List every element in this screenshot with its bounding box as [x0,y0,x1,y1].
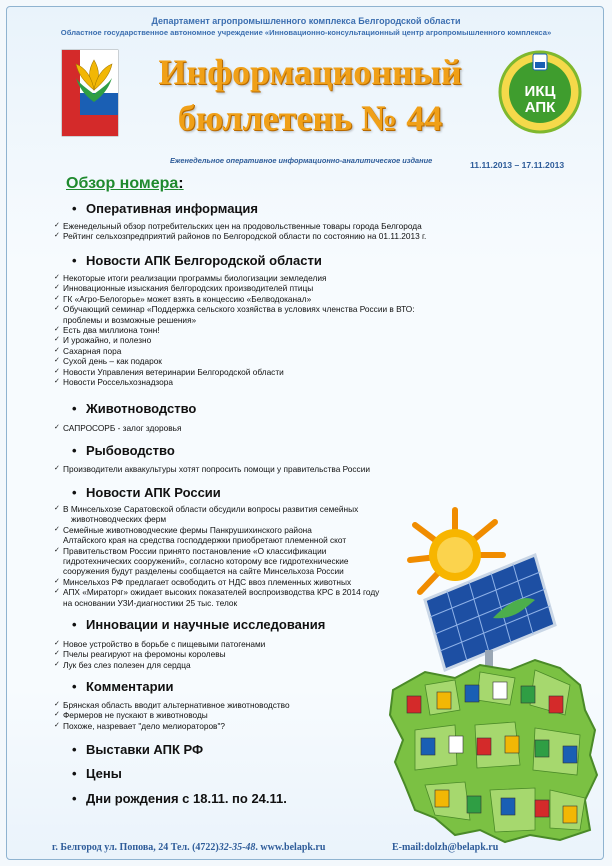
list-item[interactable]: ✓ Новости Управления ветеринарии Белгородской области [58,367,415,377]
region-map-icon [390,660,597,842]
email-link[interactable]: E-mail:dolzh@belapk.ru [392,842,499,853]
section-items [58,639,265,670]
overview-heading: Обзор номера: [66,175,184,192]
section-items [58,273,415,387]
section-items [58,423,181,433]
section-heading: • Дни рождения с 18.11. по 24.11. [72,791,287,806]
solar-map-illustration [385,500,600,845]
section-items [58,221,426,242]
list-item[interactable]: ✓ Правительством России принято постановление «О классификации гидротехнических сооружений», согласно которому все гидротехнические сооружения будут разделены сообщается на сайте Минсельхоза России [58,546,379,577]
bulletin-title-line2: бюллетень № 44 [177,98,443,138]
section-heading: • Новости АПК России [72,485,221,500]
section-heading: • Инновации и научные исследования [72,617,326,632]
list-item[interactable]: ✓ Рейтинг сельхозпредприятий районов по Белгородской области по состоянию на 01.11.2013 г. [58,231,426,241]
contact-address: г. Белгород ул. Попова, 24 Тел. (4722)32-35-48. www.belapk.ru [52,842,326,853]
section-heading: • Новости АПК Белгородской области [72,253,322,268]
list-item[interactable]: ✓ Семейные животноводческие фермы Панкрушихинского района Алтайского края на средства господдержки приобретают племенной скот [58,525,379,546]
section-heading: • Выставки АПК РФ [72,742,204,757]
list-item[interactable]: ✓ Лук без слез полезен для сердца [58,660,265,670]
list-item[interactable]: ✓ Пчелы реагируют на феромоны королевы [58,649,265,659]
institution-name: Областное государственное автономное учреждение «Инновационно-консультационный центр агропромышленного комплекса» [60,28,552,37]
section-items [58,700,290,731]
list-item[interactable]: ✓ Похоже, назревает "дело мелиораторов"? [58,721,290,731]
phone-number: 32-35-48 [218,842,256,853]
svg-text:ИКЦ: ИКЦ [524,83,556,100]
svg-text:АПК: АПК [524,99,556,116]
list-item[interactable]: ✓ САПРОСОРБ - залог здоровья [58,423,181,433]
section-heading: • Рыбоводство [72,443,175,458]
list-item[interactable]: ✓ Новости Россельхознадзора [58,377,415,387]
list-item[interactable]: ✓ Новое устройство в борьбе с пищевыми патогенами [58,639,265,649]
section-heading: • Цены [72,766,122,781]
website-link[interactable]: . www.belapk.ru [255,842,326,853]
list-item[interactable]: ✓ Фермеров не пускают в животноводы [58,710,290,720]
bulletin-title-line1: Информационный [158,52,462,92]
section-heading: • Оперативная информация [72,201,258,216]
list-item[interactable]: ✓ Еженедельный обзор потребительских цен на продовольственные товары города Белгорода [58,221,426,231]
department-name: Департамент агропромышленного комплекса Белгородской области [151,16,461,26]
region-emblem-icon [60,48,120,138]
list-item[interactable]: ✓ В Минсельхозе Саратовской области обсудили вопросы развития семейных животноводческих ферм [58,504,379,525]
list-item[interactable]: ✓ Некоторые итоги реализации программы биологизации земледелия [58,273,415,283]
issue-dates: 11.11.2013 – 17.11.2013 [470,160,565,170]
list-item[interactable]: ✓ Брянская область вводит альтернативное животноводство [58,700,290,710]
page-footer [0,842,612,864]
list-item[interactable]: ✓ Сухой день – как подарок [58,356,415,366]
list-item[interactable]: ✓ Обучающий семинар «Поддержка сельского хозяйства в условиях членства России в ВТО: проблемы и возможные решения» [58,304,415,325]
bulletin-subtitle: Еженедельное оперативное информационно-аналитическое издание [170,156,433,165]
list-item[interactable]: ✓ Сахарная пора [58,346,415,356]
section-heading: • Животноводство [72,401,197,416]
list-item[interactable]: ✓ Минсельхоз РФ предлагает освободить от НДС ввоз племенных животных [58,577,379,587]
list-item[interactable]: ✓ АПХ «Мираторг» ожидает высоких показателей воспроизводства КРС в 2014 году на основании УЗИ-диагностики 25 тыс. телок [58,587,379,608]
list-item[interactable]: ✓ Производители аквакультуры хотят попросить помощи у правительства России [58,464,370,474]
list-item[interactable]: ✓ Инновационные изыскания белгородских производителей птицы [58,283,415,293]
section-heading: • Комментарии [72,679,174,694]
list-item[interactable]: ✓ Есть два миллиона тонн! [58,325,415,335]
section-items [58,464,370,474]
list-item[interactable]: ✓ И урожайно, и полезно [58,335,415,345]
list-item[interactable]: ✓ ГК «Агро-Белогорье» может взять в концессию «Белводоканал» [58,294,415,304]
section-items [58,504,379,608]
ikc-apk-logo-icon [498,50,582,134]
